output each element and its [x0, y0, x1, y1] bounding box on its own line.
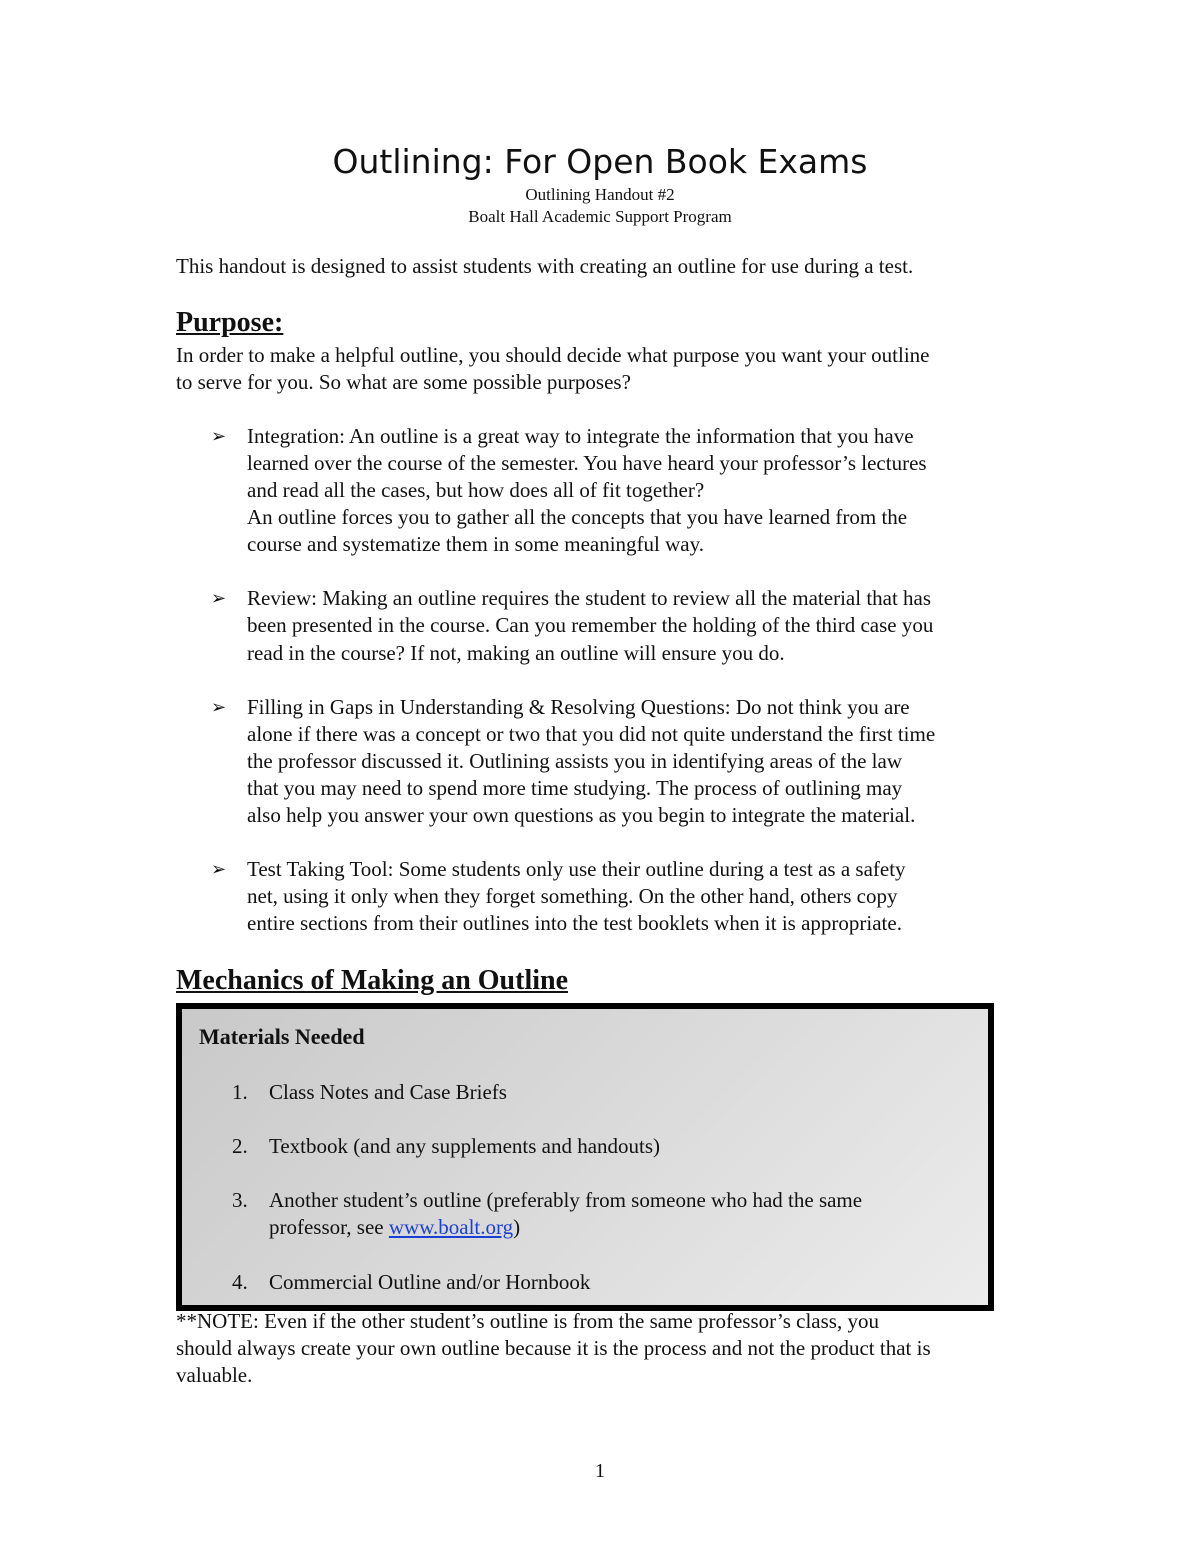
arrow-bullet-icon: ➢: [211, 859, 227, 880]
bullet-line: read in the course? If not, making an outline will ensure you do.: [247, 641, 785, 665]
list-item-number: 4.: [232, 1270, 248, 1294]
bullet-line: course and systematize them in some meaningful way.: [247, 532, 705, 556]
bullet-line: also help you answer your own questions as you begin to integrate the material.: [247, 803, 916, 827]
arrow-bullet-icon: ➢: [211, 697, 227, 718]
list-item-text: Textbook (and any supplements and handouts): [269, 1134, 661, 1158]
bullet-line: Review: Making an outline requires the student to review all the material that has: [247, 586, 932, 610]
bullet-line: and read all the cases, but how does all of fit together?: [247, 478, 705, 502]
list-item-text: Commercial Outline and/or Hornbook: [269, 1270, 591, 1294]
document-title: Outlining: For Open Book Exams: [332, 142, 868, 181]
intro-paragraph: This handout is designed to assist students with creating an outline for use during a test.: [176, 254, 914, 278]
purpose-lead-line: In order to make a helpful outline, you should decide what purpose you want your outline: [176, 343, 930, 367]
purpose-lead-line: to serve for you. So what are some possible purposes?: [176, 370, 631, 394]
list-item-number: 2.: [232, 1134, 248, 1158]
purpose-heading: Purpose:: [176, 307, 284, 338]
list-item-text-prefix: professor, see: [269, 1215, 389, 1239]
list-item-text: Class Notes and Case Briefs: [269, 1080, 507, 1104]
bullet-line: Test Taking Tool: Some students only use their outline during a test as a safety: [247, 857, 906, 881]
program-name: Boalt Hall Academic Support Program: [468, 207, 732, 226]
page-number: 1: [595, 1460, 605, 1482]
bullet-line: the professor discussed it. Outlining assists you in identifying areas of the law: [247, 749, 902, 773]
bullet-line: entire sections from their outlines into the test booklets when it is appropriate.: [247, 911, 902, 935]
bullet-line: Integration: An outline is a great way to integrate the information that you have: [247, 424, 914, 448]
bullet-line: Filling in Gaps in Understanding & Resolving Questions: Do not think you are: [247, 695, 910, 719]
note-line: **NOTE: Even if the other student’s outline is from the same professor’s class, you: [176, 1309, 879, 1333]
materials-needed-box: [176, 1003, 994, 1311]
list-item-text-suffix: ): [513, 1215, 521, 1239]
list-item-number: 1.: [232, 1080, 248, 1104]
bullet-line: been presented in the course. Can you remember the holding of the third case you: [247, 613, 934, 637]
boalt-website-link[interactable]: www.boalt.org: [388, 1215, 514, 1239]
bullet-line: net, using it only when they forget something. On the other hand, others copy: [247, 884, 898, 908]
note-line: should always create your own outline because it is the process and not the product that is: [176, 1336, 931, 1360]
bullet-line: that you may need to spend more time studying. The process of outlining may: [247, 776, 903, 800]
bullet-line: An outline forces you to gather all the concepts that you have learned from the: [247, 505, 908, 529]
list-item-text: Another student’s outline (preferably from someone who had the same: [269, 1188, 863, 1212]
arrow-bullet-icon: ➢: [211, 588, 227, 609]
list-item-number: 3.: [232, 1188, 248, 1212]
bullet-line: learned over the course of the semester. You have heard your professor’s lectures: [247, 451, 927, 475]
mechanics-heading: Mechanics of Making an Outline: [176, 965, 569, 996]
arrow-bullet-icon: ➢: [211, 426, 227, 447]
materials-needed-title: Materials Needed: [199, 1024, 365, 1049]
note-line: valuable.: [176, 1363, 253, 1387]
list-item-text-continued: [269, 1214, 959, 1241]
bullet-line: alone if there was a concept or two that you did not quite understand the first time: [247, 722, 936, 746]
handout-number: Outlining Handout #2: [525, 185, 675, 204]
